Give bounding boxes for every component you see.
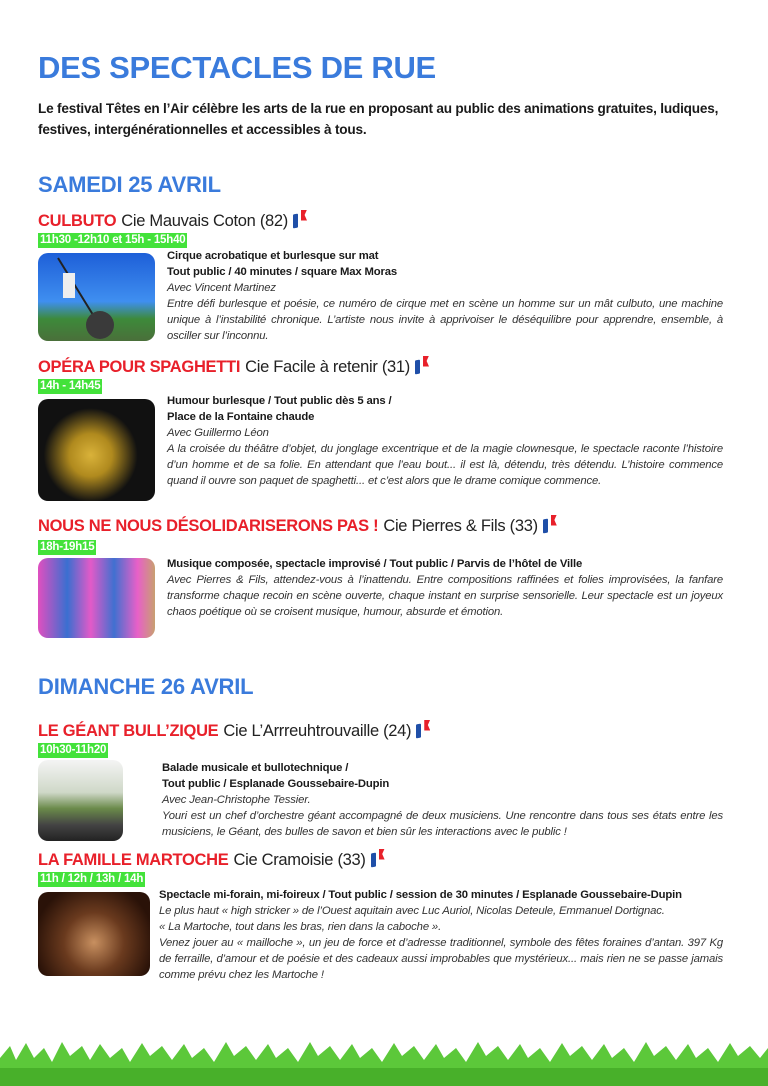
- event-description-line: Le plus haut « high stricker » de l’Ouest aquitain avec Luc Auriol, Nicolas Deteule, Emmanuel Dortignac.: [159, 905, 665, 917]
- day-heading-sunday: DIMANCHE 26 AVRIL: [38, 674, 254, 699]
- event-time: 10h30-11h20: [40, 744, 107, 756]
- event-artist: Avec Jean-Christophe Tessier.: [162, 794, 311, 806]
- event-company: Cie L’Arrreuhtrouvaille (24): [223, 722, 412, 740]
- event-details: [167, 393, 723, 489]
- event-company: Cie Facile à retenir (31): [245, 358, 411, 376]
- event-details: [159, 887, 723, 983]
- french-flag-icon: [415, 356, 429, 374]
- event-title-culbuto: [38, 212, 307, 231]
- event-description: Entre défi burlesque et poésie, ce numéro de cirque met en scène un homme sur un mât culbuto, une machine unique à l’instabilité chronique. L’artiste nous invite à apprivoiser le déséquilibre pour apprendre, ensemble, à osciller sur l’inconnu.: [167, 298, 723, 342]
- event-info: Humour burlesque / Tout public dès 5 ans /: [167, 395, 392, 407]
- event-company: Cie Cramoisie (33): [233, 851, 366, 869]
- event-name: LE GÉANT BULL’ZIQUE: [38, 722, 219, 740]
- event-time: 14h - 14h45: [40, 380, 101, 392]
- event-photo-opera: [38, 399, 155, 501]
- event-info: Place de la Fontaine chaude: [167, 411, 315, 423]
- event-info: Tout public / Esplanade Goussebaire-Dupin: [162, 778, 390, 790]
- event-artist: Avec Guillermo Léon: [167, 427, 269, 439]
- event-description-line: « La Martoche, tout dans les bras, rien dans la caboche ».: [159, 921, 442, 933]
- event-details: [167, 248, 723, 344]
- event-info: Spectacle mi-forain, mi-foireux / Tout public / session de 30 minutes / Esplanade Goussebaire-Dupin: [159, 889, 682, 901]
- event-time: 18h-19h15: [40, 541, 95, 553]
- event-title-nous-ne-nous: [38, 517, 557, 536]
- event-info: Balade musicale et bullotechnique /: [162, 762, 349, 774]
- event-company: Cie Mauvais Coton (82): [121, 212, 288, 230]
- event-details: [162, 760, 723, 840]
- event-title-martoche: [38, 851, 385, 870]
- event-time: 11h / 12h / 13h / 14h: [40, 873, 144, 885]
- event-description: Avec Pierres & Fils, attendez-vous à l’inattendu. Entre compositions raffinées et folies improvisées, la fanfare transforme chaque recoin en scène ouverte, chaque instant en surprise sensorielle. Leur spectacle est un joyeux chaos poétique où se croisent musique, humour, absurde et émotion.: [167, 574, 723, 618]
- event-photo-culbuto: [38, 253, 155, 341]
- event-description: Youri est un chef d’orchestre géant accompagné de deux musiciens. Une rencontre dans tous ses états entre les musiciens, le Géant, des bulles de savon et bien sûr les interactions avec le public !: [162, 810, 723, 838]
- event-description: A la croisée du théâtre d’objet, du jonglage excentrique et de la magie clownesque, le spectacle raconte l’histoire d’un homme et de sa folie. En attendant que l’eau bout... il est là, détendu, très détendu. L’histoire commence quand il ouvre son paquet de spaghetti... et c’est alors que le drame comique commence.: [167, 443, 723, 487]
- event-company: Cie Pierres & Fils (33): [383, 517, 538, 535]
- event-photo-geant: [38, 760, 123, 841]
- event-details: [167, 556, 723, 620]
- event-name: CULBUTO: [38, 212, 117, 230]
- event-title-opera: [38, 358, 429, 377]
- french-flag-icon: [371, 849, 385, 867]
- event-info: Musique composée, spectacle improvisé / Tout public / Parvis de l’hôtel de Ville: [167, 558, 583, 570]
- french-flag-icon: [416, 720, 430, 738]
- event-title-geant: [38, 722, 430, 741]
- grass-decoration: [0, 1038, 768, 1086]
- event-photo-martoche: [38, 892, 150, 976]
- french-flag-icon: [293, 210, 307, 228]
- event-info: Tout public / 40 minutes / square Max Moras: [167, 266, 397, 278]
- page-title: DES SPECTACLES DE RUE: [38, 50, 436, 85]
- event-info: Cirque acrobatique et burlesque sur mat: [167, 250, 379, 262]
- day-heading-saturday: SAMEDI 25 AVRIL: [38, 172, 221, 197]
- event-name: LA FAMILLE MARTOCHE: [38, 851, 229, 869]
- event-name: OPÉRA POUR SPAGHETTI: [38, 358, 241, 376]
- event-time: 11h30 -12h10 et 15h - 15h40: [40, 234, 186, 246]
- event-photo-pierres-fils: [38, 558, 155, 638]
- event-description-line: Venez jouer au « mailloche », un jeu de force et d’adresse traditionnel, symbole des fêtes foraines d’antan. 397 Kg de ferraille, d’amour et de poésie et des cadeaux aussi improbables que mystérieux... mais rien ne se passe jamais comme prévu chez les Martoche !: [159, 937, 723, 981]
- intro-text: Le festival Têtes en l’Air célèbre les arts de la rue en proposant au public des animations gratuites, ludiques, festives, intergénérationnelles et accessibles à tous.: [38, 101, 719, 137]
- event-name: NOUS NE NOUS DÉSOLIDARISERONS PAS !: [38, 517, 379, 535]
- french-flag-icon: [543, 515, 557, 533]
- event-artist: Avec Vincent Martinez: [167, 282, 276, 294]
